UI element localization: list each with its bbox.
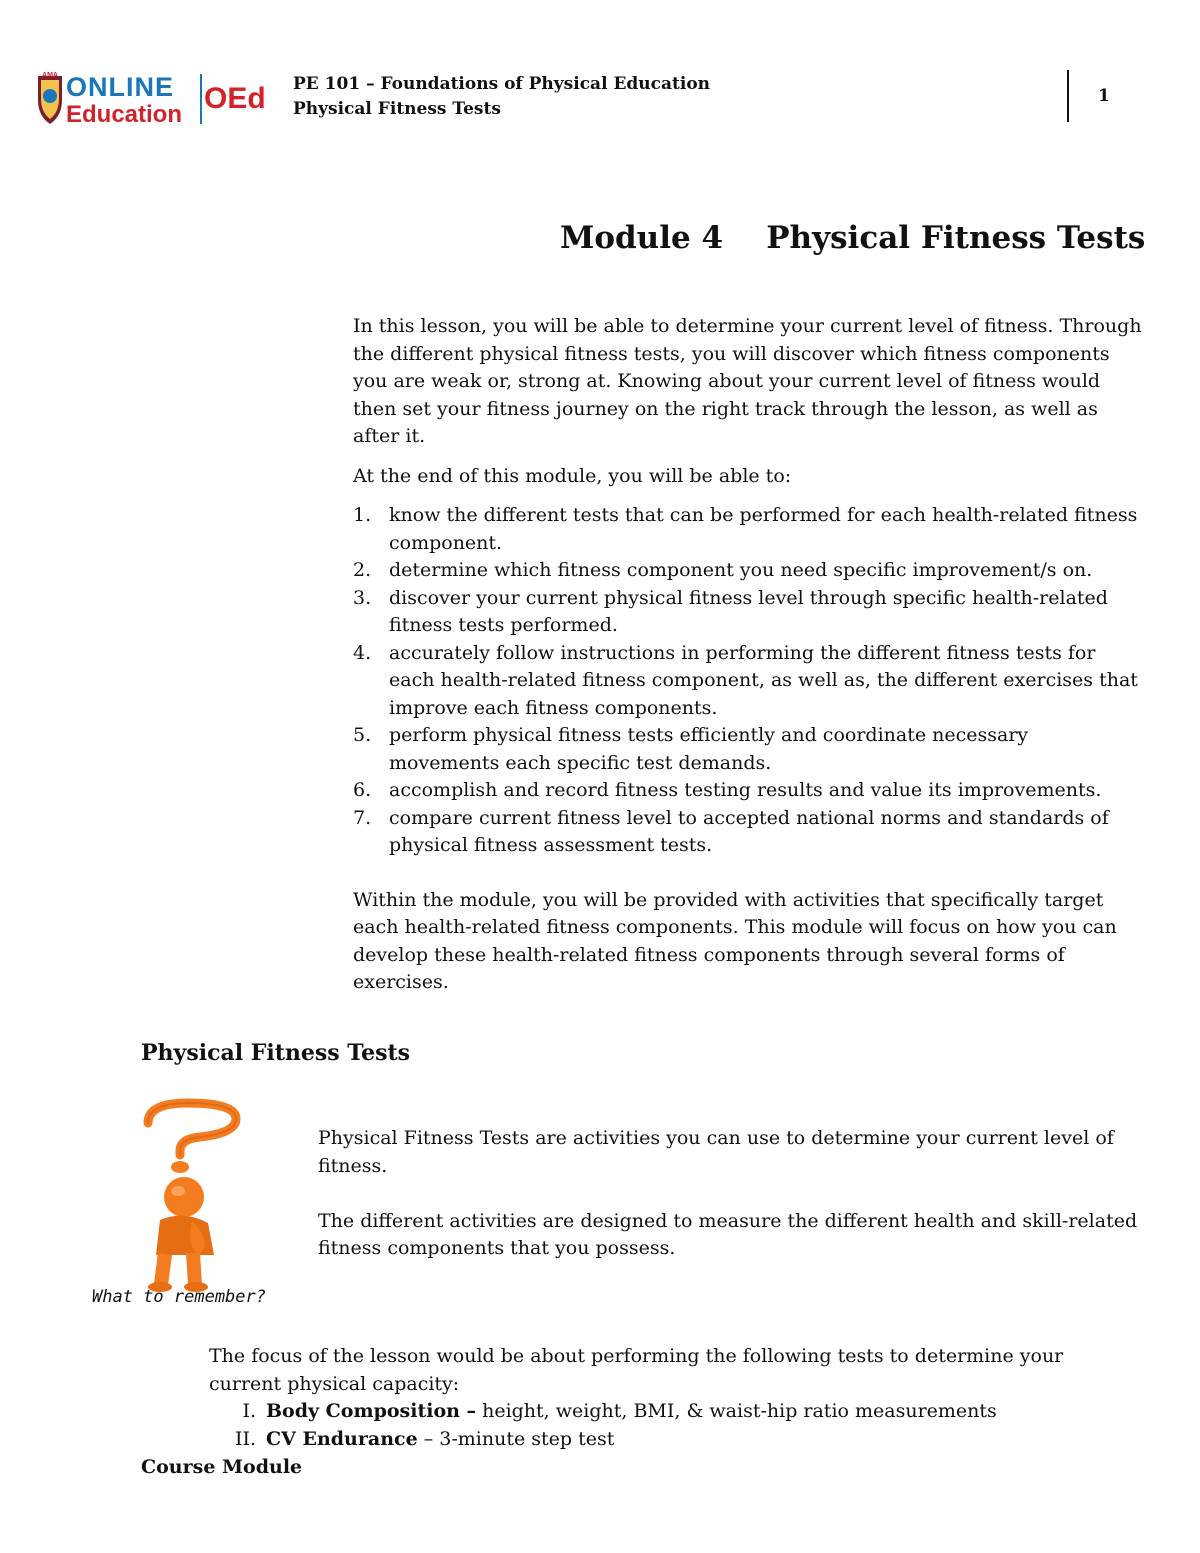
page-number: 1	[1098, 86, 1110, 106]
header-divider	[1067, 70, 1069, 122]
definition-paragraph-1: Physical Fitness Tests are activities you can use to determine your current level of fitness.	[318, 1127, 1114, 1177]
person-icon	[148, 1177, 214, 1292]
logo-online: ONLINE	[66, 72, 175, 102]
list-item: 4. accurately follow instructions in performing the different fitness tests for each health-related fitness component, as well as, the different exercises that improve each fitness components.	[353, 641, 1138, 719]
list-item: 5. perform physical fitness tests efficiently and coordinate necessary movements each specific test demands.	[353, 724, 1029, 774]
running-header	[293, 72, 710, 122]
thinking-figure-illustration	[88, 1095, 288, 1310]
objectives-list	[353, 502, 1143, 860]
logo-shield-text: AMA	[42, 72, 58, 79]
logo-education: Education	[66, 101, 183, 128]
logo-oed: OEd	[204, 82, 266, 115]
definition-paragraph-2: The different activities are designed to measure the different health and skill-related fitness components that you possess.	[318, 1209, 1138, 1259]
list-item: I. Body Composition – height, weight, BMI, & waist-hip ratio measurements	[242, 1400, 997, 1422]
list-item: 7. compare current fitness level to accepted national norms and standards of physical fitness assessment tests.	[353, 806, 1109, 856]
focus-lead: The focus of the lesson would be about performing the following tests to determine your current physical capacity:	[209, 1345, 1064, 1395]
image-caption: What to remember?	[92, 1287, 266, 1307]
online-education-logo	[36, 68, 276, 128]
definition-block	[318, 1125, 1138, 1290]
footer-label: Course Module	[141, 1456, 303, 1478]
closing-paragraph: Within the module, you will be provided with activities that specifically target each health-related fitness components. This module will focus on how you can develop these health-related fitness components through several forms of exercises.	[353, 888, 1117, 993]
list-item: 2. determine which fitness component you need specific improvement/s on.	[353, 559, 1093, 581]
section-heading: Physical Fitness Tests	[141, 1040, 411, 1066]
tests-list	[209, 1398, 1139, 1453]
intro-section	[353, 313, 1143, 997]
list-item: 6. accomplish and record fitness testing results and value its improvements.	[353, 779, 1102, 801]
list-item: 3. discover your current physical fitness level through specific health-related fitness tests performed.	[353, 586, 1108, 636]
list-item: 1. know the different tests that can be performed for each health-related fitness component.	[353, 504, 1138, 554]
header-topic: Physical Fitness Tests	[293, 99, 501, 119]
intro-paragraph: In this lesson, you will be able to determine your current level of fitness. Through the different physical fitness tests, you will discover which fitness components you are weak or, strong at. Knowing about your current level of fitness would then set your fitness journey on the right track through the lesson, as well as after it.	[353, 315, 1142, 447]
objectives-lead: At the end of this module, you will be able to:	[353, 464, 792, 487]
course-title: PE 101 – Foundations of Physical Education	[293, 74, 711, 94]
list-item: II. CV Endurance – 3-minute step test	[234, 1427, 615, 1450]
focus-section	[209, 1343, 1139, 1453]
question-mark-icon	[148, 1103, 236, 1173]
module-title: Module 4 Physical Fitness Tests	[560, 220, 1146, 256]
shield-icon	[38, 72, 62, 124]
